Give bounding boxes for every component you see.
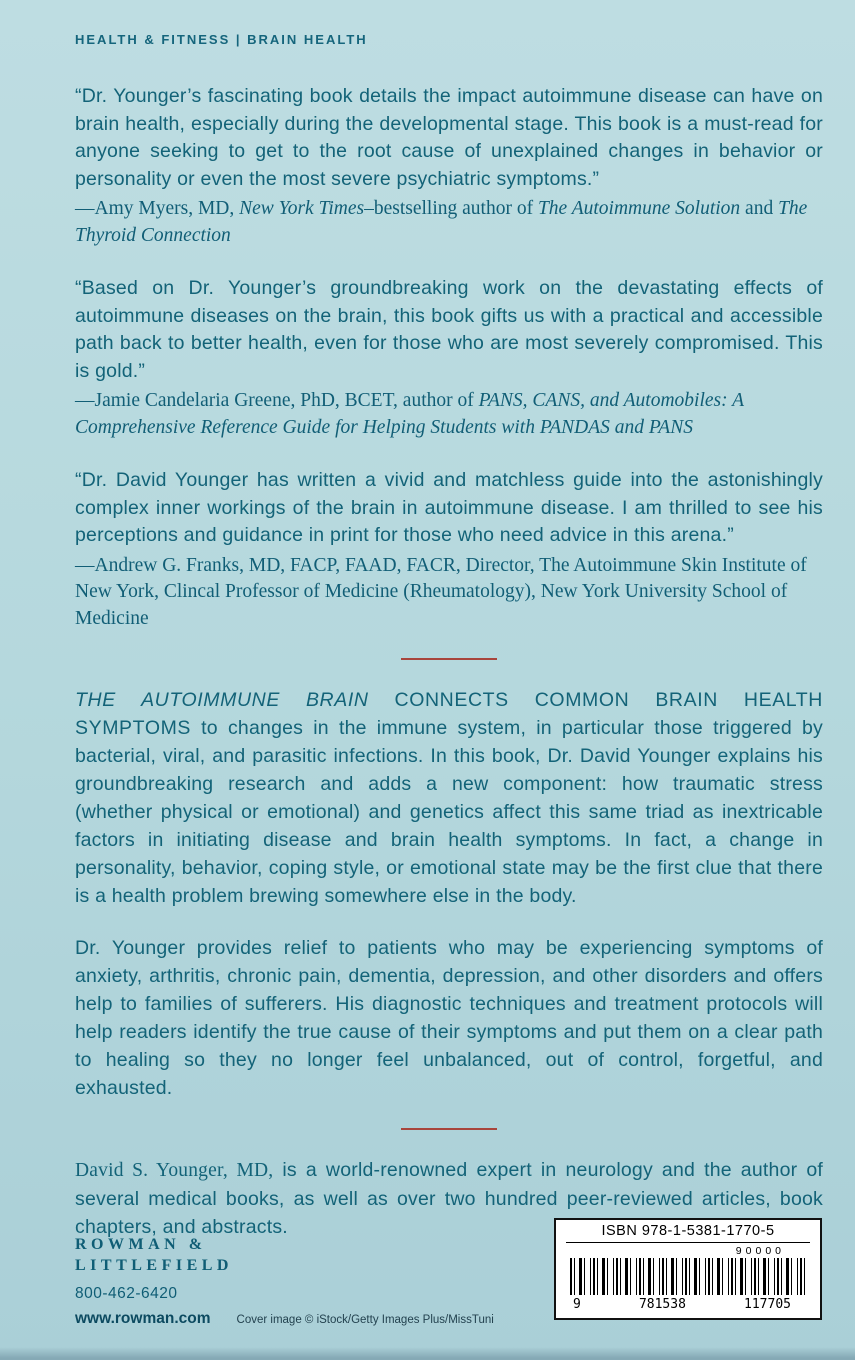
isbn-divider xyxy=(566,1242,810,1243)
barcode-digits xyxy=(565,1295,811,1312)
quote-text: “Dr. Younger’s fascinating book details the impact autoimmune disease can have on brain health, especially during the developmental stage. This book is a must-read for anyone seeking to get to the root cause of unexplained changes in behavior or personality or even the most severe psychiatric symptoms.” xyxy=(75,85,823,190)
section-divider xyxy=(401,658,497,660)
barcode-bars xyxy=(570,1258,806,1295)
author-bio: David S. Younger, MD, is a world-renowned expert in neurology and the author of several medical books, as well as over two hundred peer-reviewed articles, book chapters, and abstracts. xyxy=(75,1159,823,1238)
cover-image-credit: Cover image © iStock/Getty Images Plus/MissTuni xyxy=(236,1314,494,1326)
publisher-website: www.rowman.com xyxy=(75,1310,211,1327)
category-label: HEALTH & FITNESS | BRAIN HEALTH xyxy=(75,32,368,47)
quote-block xyxy=(75,83,823,249)
barcode-digit-group: 9 xyxy=(573,1297,581,1312)
description-paragraph-2: Dr. Younger provides relief to patients who may be experiencing symptoms of anxiety, arthritis, chronic pain, dementia, depression, and other disorders and offers help to families of sufferers. His diagnostic techniques and treatment protocols will help readers identify the true cause of their symptoms and put them on a clear path to healing so they no longer feel unbalanced, out of control, forgetful, and exhausted. xyxy=(75,937,823,1099)
website-credit-row xyxy=(75,1310,494,1328)
quote-block xyxy=(75,467,823,632)
description-paragraph-1: THE AUTOIMMUNE BRAIN CONNECTS COMMON BRAIN HEALTH SYMPTOMS to changes in the immune system, in particular those triggered by bacterial, viral, and parasitic infections. In this book, Dr. David Younger explains his groundbreaking research and adds a new component: how traumatic stress (whether physical or emotional) and genetics affect this same triad as inextricable factors in initiating disease and brain health symptoms. In fact, a change in personality, behavior, coping style, or emotional state may be the first clue that there is a health problem brewing somewhere else in the body. xyxy=(75,689,823,907)
quote-attribution: —Jamie Candelaria Greene, PhD, BCET, author of PANS, CANS, and Automobiles: A Comprehensive Reference Guide for Helping Students with PANDAS and PANS xyxy=(75,390,744,438)
quote-attribution: —Amy Myers, MD, New York Times–bestselling author of The Autoimmune Solution and The Thyroid Connection xyxy=(75,198,808,246)
bottom-edge-shadow xyxy=(0,1347,855,1360)
barcode-digit-group: 781538 xyxy=(638,1297,686,1312)
quote-block xyxy=(75,275,823,441)
section-divider xyxy=(401,1128,497,1130)
isbn-label: ISBN 978-1-5381-1770-5 xyxy=(601,1223,775,1239)
publisher-logo-line-1: ROWMAN & xyxy=(75,1236,207,1253)
quote-text: “Based on Dr. Younger’s groundbreaking work on the devastating effects of autoimmune diseases on the brain, this book gifts us with a practical and accessible path back to better health, even for those who are most severely compromised. This is gold.” xyxy=(75,277,823,382)
publisher-phone: 800-462-6420 xyxy=(75,1285,178,1302)
barcode-price-code: 90000 xyxy=(735,1245,785,1257)
publisher-logo xyxy=(75,1234,494,1276)
barcode-box xyxy=(554,1218,822,1320)
publisher-block xyxy=(75,1234,494,1328)
quote-attribution: —Andrew G. Franks, MD, FACP, FAAD, FACR, Director, The Autoimmune Skin Institute of New York, Clincal Professor of Medicine (Rheumatology), New York University School of Medicine xyxy=(75,554,807,629)
publisher-logo-line-2: LITTLEFIELD xyxy=(75,1257,233,1274)
footer xyxy=(0,1212,855,1360)
quote-text: “Dr. David Younger has written a vivid and matchless guide into the astonishingly complex inner workings of the brain in autoimmune disease. I am thrilled to see his perceptions and guidance in print for those who need advice in this arena.” xyxy=(75,469,823,546)
barcode-digit-group: 117705 xyxy=(744,1297,791,1312)
